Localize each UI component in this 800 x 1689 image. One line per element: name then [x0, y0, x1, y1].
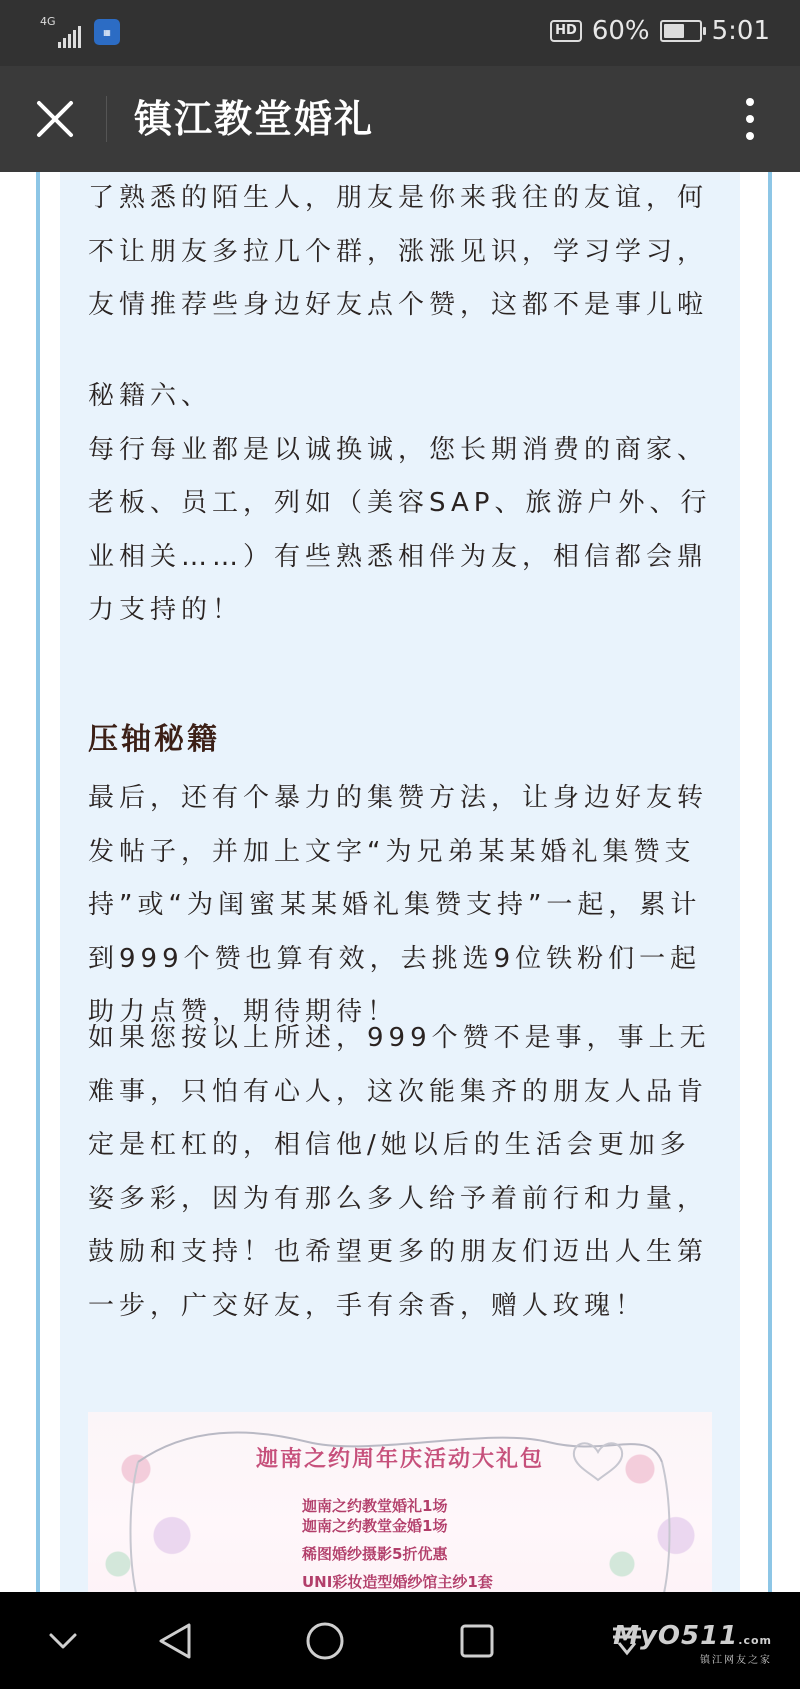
back-button[interactable]	[152, 1618, 198, 1664]
recents-square-icon	[459, 1623, 495, 1659]
status-bar	[0, 0, 800, 66]
more-options-button[interactable]	[730, 88, 770, 150]
tip6-section: 秘籍六、 每行每业都是以诚换诚，您长期消费的商家、 老板、员工，列如（美容SAP、旅游户外、行 业相关……）有些熟悉相伴为友，相信都会鼎 力支持的！	[88, 370, 716, 638]
network-type-label: 4G	[40, 15, 56, 28]
page-title: 镇江教堂婚礼	[134, 97, 375, 141]
app-header	[0, 66, 800, 172]
banner-item-list: 迦南之约教堂婚礼1场 迦南之约教堂金婚1场 稀图婚纱摄影5折优惠 UNI彩妆造型婚纱馆主纱1套	[302, 1497, 493, 1591]
site-watermark: MyO511.com 镇江网友之家	[613, 1621, 772, 1666]
article-content[interactable]	[0, 172, 800, 1592]
close-button[interactable]	[22, 86, 88, 152]
banner-title: 迦南之约周年庆活动大礼包	[255, 1447, 544, 1472]
closing-paragraph: 如果您按以上所述，999个赞不是事，事上无 难事，只怕有心人，这次能集齐的朋友人品肯 定是杠杠的，相信他/她以后的生活会更加多 姿多彩，因为有那么多人给予着前行和力量， 鼓励和支持！也希望更多的朋友们迈出人生第 一步，广交好友，手有余香，赠人玫瑰！	[88, 1023, 711, 1321]
more-dot-icon	[746, 98, 754, 106]
home-button[interactable]	[302, 1618, 348, 1664]
promo-banner-image[interactable]	[88, 1412, 712, 1592]
signal-icon	[40, 16, 84, 48]
header-divider	[106, 96, 107, 142]
hd-badge: HD	[550, 20, 582, 42]
tip6-title: 秘籍六、	[88, 381, 213, 411]
battery-icon	[660, 20, 702, 42]
more-dot-icon	[746, 115, 754, 123]
home-circle-icon	[305, 1621, 345, 1661]
battery-percent: 60%	[591, 16, 650, 46]
back-triangle-icon	[157, 1621, 193, 1661]
notification-app-icon: ▦	[94, 19, 120, 45]
more-dot-icon	[746, 132, 754, 140]
paragraph-intro: 了熟悉的陌生人，朋友是你来我往的友谊，何 不让朋友多拉几个群，涨涨见识，学习学习， 友情推荐些身边好友点个赞，这都不是事儿啦	[88, 183, 709, 320]
clock: 5:01	[711, 16, 770, 46]
close-icon	[35, 99, 75, 139]
hide-nav-button[interactable]	[40, 1618, 86, 1664]
system-navigation-bar	[0, 1592, 800, 1689]
chevron-down-icon	[47, 1631, 79, 1651]
recents-button[interactable]	[454, 1618, 500, 1664]
final-tip-heading: 压轴秘籍	[88, 722, 220, 757]
final-tip-body: 最后，还有个暴力的集赞方法，让身边好友转 发帖子，并加上文字“为兄弟某某婚礼集赞支 持”或“为闺蜜某某婚礼集赞支持”一起，累计 到999个赞也算有效，去挑选9位铁粉们一起 助力点赞，期待期待！	[88, 783, 709, 1027]
